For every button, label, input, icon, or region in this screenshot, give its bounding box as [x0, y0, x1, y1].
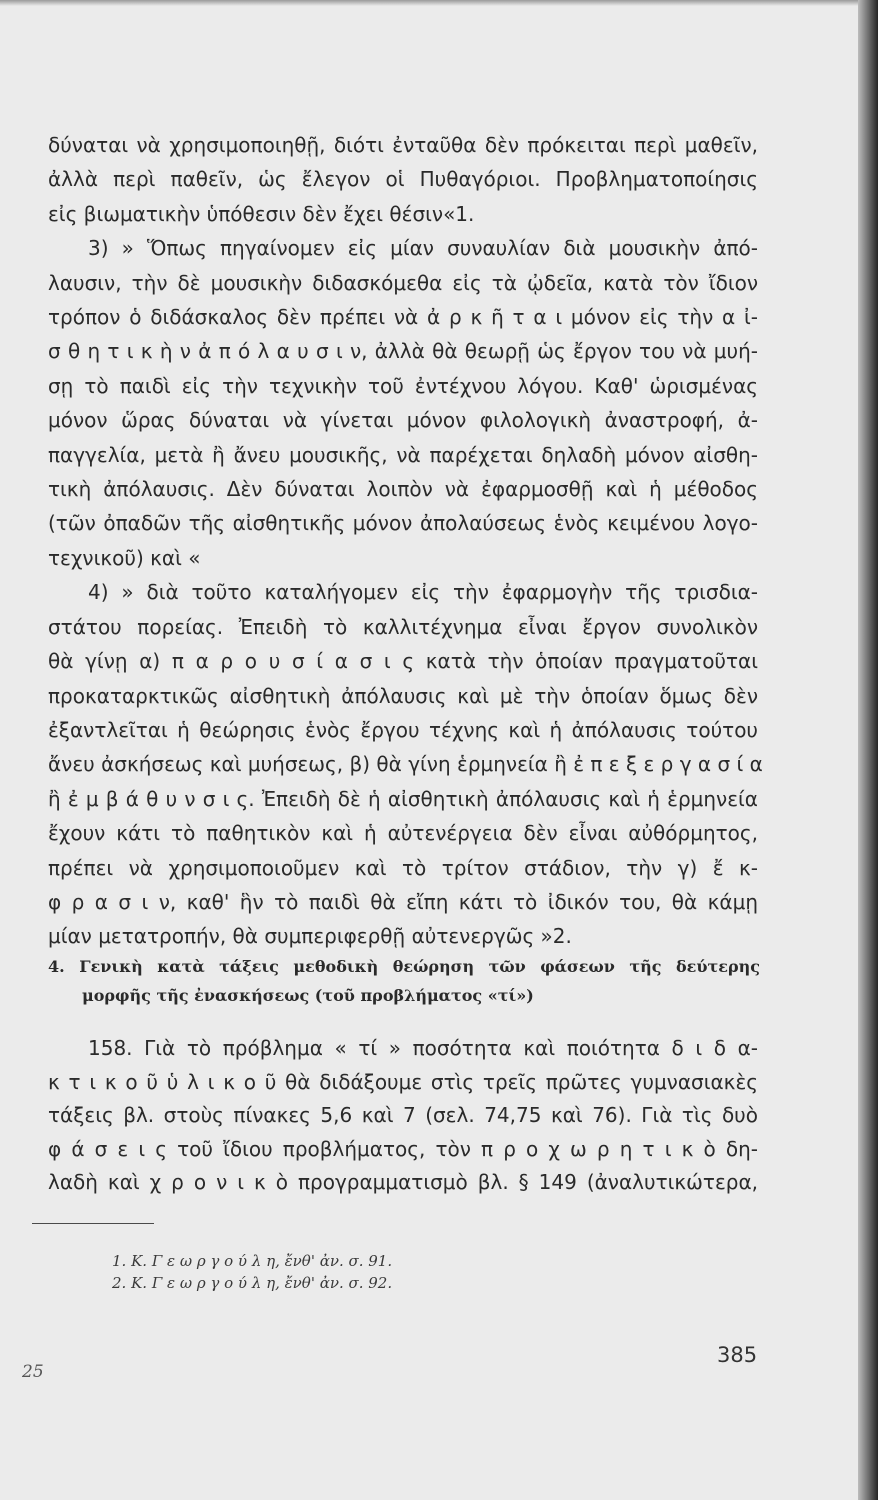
text-line: λαυσιν, τὴν δὲ μουσικὴν διδασκόμεθα εἰς τὰ ᾠδεῖα, κατὰ τὸν ἴδιον — [48, 270, 758, 295]
text-line: ἄνευ ἀσκήσεως καὶ μυήσεως, β) θὰ γίνη ἑρμηνεία ἢ ἐ π ε ξ ε ρ γ α σ ί α — [48, 752, 763, 777]
text-line: τικὴ ἀπόλαυσις. Δὲν δύναται λοιπὸν νὰ ἐφαρμοσθῇ καὶ ἡ μέθοδος — [48, 477, 758, 502]
text-line: ἀλλὰ περὶ παθεῖν, ὡς ἔλεγον οἱ Πυθαγόριοι. Προβληματοποίησις — [48, 167, 758, 192]
text-line: κ τ ι κ ο ῦ ὑ λ ι κ ο ῦ θὰ διδάξουμε στὶς τρεῖς πρῶτες γυμνασιακὲς — [48, 1069, 758, 1094]
page-top-shadow — [0, 0, 858, 6]
text-line: λαδὴ καὶ χ ρ ο ν ι κ ὸ προγραμματισμὸ βλ. § 149 (ἀναλυτικώτερα, — [48, 1170, 758, 1194]
page-edge-shadow — [858, 0, 878, 1500]
text-line: ἐξαντλεῖται ἡ θεώρησις ἑνὸς ἔργου τέχνης καὶ ἡ ἀπόλαυσις τούτου — [48, 717, 758, 742]
text-line: τεχνικοῦ) καὶ « — [48, 545, 201, 570]
footnote-2: 2. Κ. Γ ε ω ρ γ ο ύ λ η, ἔνθ' ἀν. σ. 92. — [112, 1274, 393, 1292]
text-line: ἔχουν κάτι τὸ παθητικὸν καὶ ἡ αὐτενέργεια δὲν εἶναι αὐθόρμητος, — [48, 821, 758, 846]
footnotes — [112, 1250, 612, 1294]
text-line: σ θ η τ ι κ ὴ ν ἀ π ό λ α υ σ ι ν, ἀλλὰ θὰ θεωρῇ ὡς ἔργον του νὰ μυή- — [48, 339, 758, 364]
text-line: πρέπει νὰ χρησιμοποιοῦμεν καὶ τὸ τρίτον στάδιον, τὴν γ) ἔ κ- — [48, 855, 758, 880]
paragraph-3 — [48, 575, 763, 953]
text-line: στάτου πορείας. Ἐπειδὴ τὸ καλλιτέχνημα εἶναι ἔργον συνολικὸν — [48, 614, 758, 639]
paragraph-1 — [48, 128, 758, 231]
text-line: θὰ γίνῃ α) π α ρ ο υ σ ί α σ ι ς κατὰ τὴν ὁποίαν πραγματοῦται — [48, 649, 758, 674]
text-line: δύναται νὰ χρησιμοποιηθῇ, διότι ἐνταῦθα δὲν πρόκειται περὶ μαθεῖν, — [48, 133, 758, 157]
section-heading — [48, 952, 760, 1010]
text-line: τάξεις βλ. στοὺς πίνακες 5,6 καὶ 7 (σελ. 74,75 καὶ 76). Γιὰ τὶς δυὸ — [48, 1103, 758, 1127]
heading-line: 4. Γενικὴ κατὰ τάξεις μεθοδικὴ θεώρηση τῶν φάσεων τῆς δεύτερης — [48, 957, 760, 976]
footnote-divider — [32, 1223, 154, 1224]
text-line: 3) » Ὅπως πηγαίνομεν εἰς μίαν συναυλίαν διὰ μουσικὴν ἀπό- — [88, 236, 758, 261]
paragraph-2 — [48, 231, 758, 575]
body-text — [48, 128, 763, 954]
text-line: φ ά σ ε ι ς τοῦ ἴδιου προβλήματος, τὸν π ρ ο χ ω ρ η τ ι κ ὸ δη- — [48, 1136, 758, 1161]
text-line: φ ρ α σ ι ν, καθ' ἣν τὸ παιδὶ θὰ εἴπη κάτι τὸ ἰδικόν του, θὰ κάμῃ — [48, 889, 758, 914]
heading-line: μορφῆς τῆς ἐνασκήσεως (τοῦ προβλήματος «τί») — [82, 986, 534, 1005]
text-line: (τῶν ὀπαδῶν τῆς αἰσθητικῆς μόνον ἀπολαύσεως ἑνὸς κειμένου λογο- — [48, 511, 758, 536]
paragraph-158 — [48, 1032, 758, 1200]
signature-mark: 25 — [22, 1362, 44, 1382]
text-line: παγγελία, μετὰ ἢ ἄνευ μουσικῆς, νὰ παρέχεται δηλαδὴ μόνον αἰσθη- — [48, 442, 758, 467]
text-line: μόνον ὥρας δύναται νὰ γίνεται μόνον φιλολογικὴ ἀναστροφή, ἀ- — [48, 408, 758, 433]
text-line: 158. Γιὰ τὸ πρόβλημα « τί » ποσότητα καὶ ποιότητα δ ι δ α- — [88, 1036, 758, 1060]
text-line: προκαταρκτικῶς αἰσθητικὴ ἀπόλαυσις καὶ μὲ τὴν ὁποίαν ὅμως δὲν — [48, 683, 758, 708]
text-line: 4) » διὰ τοῦτο καταλήγομεν εἰς τὴν ἐφαρμογὴν τῆς τρισδια- — [88, 580, 758, 605]
text-line: εἰς βιωματικὴν ὑπόθεσιν δὲν ἔχει θέσιν«1. — [48, 201, 475, 226]
text-line: μίαν μετατροπήν, θὰ συμπεριφερθῇ αὐτενεργῶς »2. — [48, 924, 572, 949]
footnote-1: 1. Κ. Γ ε ω ρ γ ο ύ λ η, ἔνθ' ἀν. σ. 91. — [112, 1252, 393, 1270]
text-line: ἢ ἐ μ β ά θ υ ν σ ι ς. Ἐπειδὴ δὲ ἡ αἰσθητικὴ ἀπόλαυσις καὶ ἡ ἑρμηνεία — [48, 786, 758, 811]
page-number: 385 — [717, 1343, 758, 1367]
text-line: σῃ τὸ παιδὶ εἰς τὴν τεχνικὴν τοῦ ἐντέχνου λόγου. Καθ' ὡρισμένας — [48, 373, 758, 398]
text-line: τρόπον ὁ διδάσκαλος δὲν πρέπει νὰ ἀ ρ κ ῆ τ α ι μόνον εἰς τὴν α ἰ- — [48, 305, 758, 330]
